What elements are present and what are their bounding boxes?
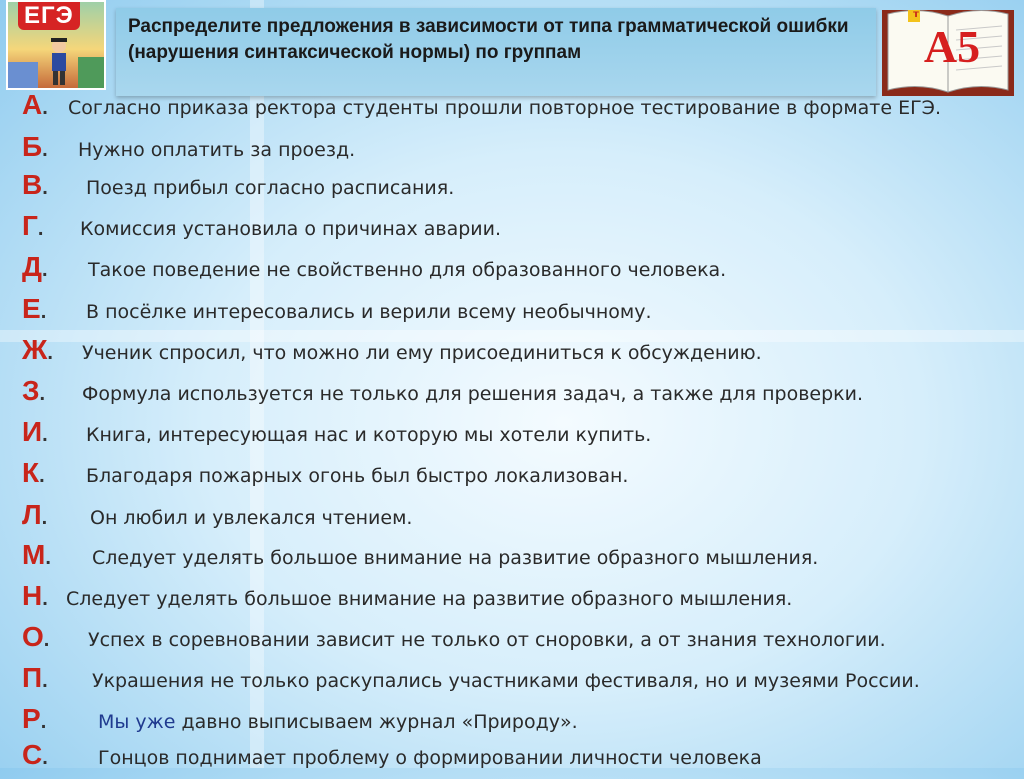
task-number-badge: А5 bbox=[923, 21, 981, 72]
item-text: Украшения не только раскупались участниками фестиваля, но и музеями России. bbox=[92, 670, 920, 692]
logo-books bbox=[8, 62, 38, 90]
item-letter: Л. bbox=[22, 499, 48, 530]
item-text: Успех в соревновании зависит не только от сноровки, а от знания технологии. bbox=[88, 629, 886, 651]
item-letter: В. bbox=[22, 169, 48, 200]
item-letter: Д. bbox=[22, 251, 48, 282]
item-text: Следует уделять большое внимание на развитие образного мышления. bbox=[92, 547, 819, 569]
item-text: Комиссия установила о причинах аварии. bbox=[80, 218, 502, 240]
item-letter: Р. bbox=[22, 703, 47, 734]
item-letter: П. bbox=[22, 662, 48, 693]
item-text: Согласно приказа ректора студенты прошли повторное тестирование в формате ЕГЭ. bbox=[68, 97, 941, 119]
item-text: Гонцов поднимает проблему о формировании личности человека bbox=[98, 747, 762, 769]
page-title: Распределите предложения в зависимости от типа грамматической ошибки (нарушения синтаксической нормы) по группам bbox=[128, 16, 849, 63]
item-text: В посёлке интересовались и верили всему необычному. bbox=[86, 301, 652, 323]
item-letter: Ж. bbox=[22, 334, 53, 365]
student-figure-icon bbox=[46, 36, 72, 86]
item-letter: С. bbox=[22, 739, 48, 770]
item-text: Поезд прибыл согласно расписания. bbox=[86, 177, 455, 199]
item-text: Такое поведение не свойственно для образованного человека. bbox=[88, 259, 727, 281]
item-letter: Г. bbox=[22, 210, 44, 241]
item-text: Книга, интересующая нас и которую мы хотели купить. bbox=[86, 424, 652, 446]
item-text: Нужно оплатить за проезд. bbox=[78, 139, 356, 161]
item-letter: Б. bbox=[22, 131, 48, 162]
item-letter: А. bbox=[22, 89, 48, 120]
ege-logo bbox=[6, 0, 106, 90]
item-text: Ученик спросил, что можно ли ему присоединиться к обсуждению. bbox=[82, 342, 762, 364]
header-panel bbox=[116, 8, 876, 96]
item-text: Следует уделять большое внимание на развитие образного мышления. bbox=[66, 588, 793, 610]
item-letter: О. bbox=[22, 621, 50, 652]
logo-books bbox=[78, 57, 106, 90]
item-letter: К. bbox=[22, 457, 45, 488]
item-text: Благодаря пожарных огонь был быстро локализован. bbox=[86, 465, 629, 487]
item-text: Он любил и увлекался чтением. bbox=[90, 507, 413, 529]
bg-stripe bbox=[0, 330, 1024, 342]
badge-tag: т bbox=[913, 9, 919, 20]
item-text: Мы уже давно выписываем журнал «Природу». bbox=[98, 711, 578, 733]
item-text: Формула используется не только для решения задач, а также для проверки. bbox=[82, 383, 864, 405]
item-letter: М. bbox=[22, 539, 51, 570]
item-letter: Е. bbox=[22, 293, 47, 324]
item-letter: И. bbox=[22, 416, 48, 447]
logo-text: ЕГЭ bbox=[18, 2, 80, 30]
item-letter: Н. bbox=[22, 580, 48, 611]
item-letter: З. bbox=[22, 375, 46, 406]
